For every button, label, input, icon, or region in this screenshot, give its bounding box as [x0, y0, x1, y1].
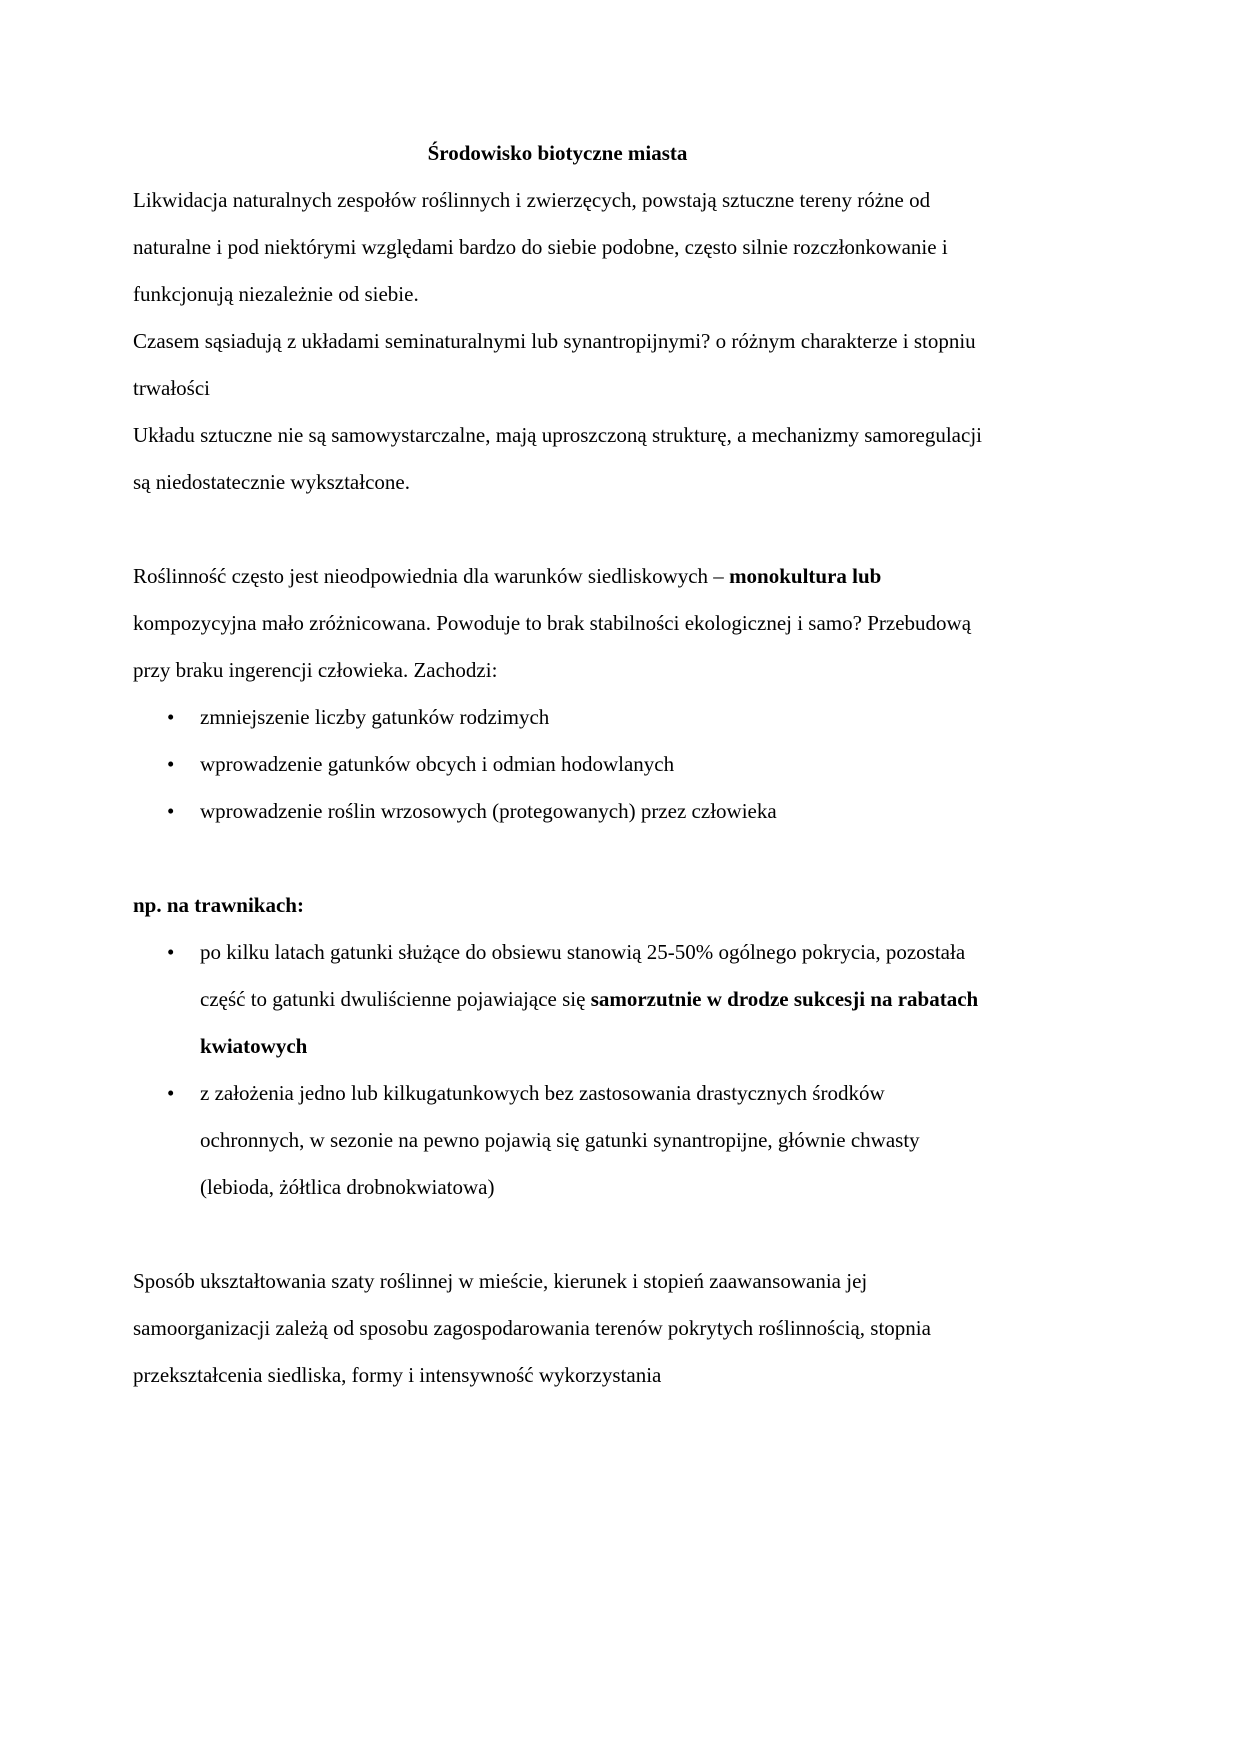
- list-item: [133, 741, 982, 788]
- list-item: [133, 929, 982, 1070]
- blank-line: [133, 506, 982, 553]
- list-item-text: wprowadzenie roślin wrzosowych (protegowanych) przez człowieka: [200, 799, 777, 823]
- bullet-icon: •: [167, 705, 175, 729]
- paragraph-3: Układu sztuczne nie są samowystarczalne, mają uproszczoną strukturę, a mechanizmy samoregulacji są niedostatecznie wykształcone.: [133, 423, 982, 494]
- paragraph-1: Likwidacja naturalnych zespołów roślinnych i zwierzęcych, powstają sztuczne tereny różne od naturalne i pod niektórymi względami bardzo do siebie podobne, często silnie rozczłonkowanie i funkcjonują niezależnie od siebie.: [133, 188, 948, 306]
- list-item-text: po kilku latach gatunki służące do obsiewu stanowią 25-50% ogólnego pokrycia, pozostała część to gatunki dwuliścienne pojawiające się: [200, 940, 966, 1011]
- blank-line: [133, 1211, 982, 1258]
- paragraph-4: [133, 553, 982, 694]
- document-title: Środowisko biotyczne miasta: [427, 141, 688, 165]
- list-item-text: z założenia jedno lub kilkugatunkowych bez zastosowania drastycznych środków ochronnych, w sezonie na pewno pojawią się gatunki synantropijne, głównie chwasty (lebioda, żółtlica drobnokwiatowa): [200, 1081, 920, 1199]
- text-run: kompozycyjna mało zróżnicowana. Powoduje to brak stabilności ekologicznej i samo? Przebudową przy braku ingerencji człowieka. Zachodzi:: [133, 611, 972, 682]
- bullet-list-1: [133, 694, 982, 835]
- bullet-icon: •: [167, 940, 175, 964]
- bullet-icon: •: [167, 752, 175, 776]
- list-item-text: zmniejszenie liczby gatunków rodzimych: [200, 705, 550, 729]
- text-run-bold: monokultura lub: [729, 564, 882, 588]
- paragraph-5: Sposób ukształtowania szaty roślinnej w mieście, kierunek i stopień zaawansowania jej samoorganizacji zależą od sposobu zagospodarowania terenów pokrytych roślinnością, stopnia przekształcenia siedliska, formy i intensywność wykorzystania: [133, 1269, 931, 1387]
- list-item-text: wprowadzenie gatunków obcych i odmian hodowlanych: [200, 752, 675, 776]
- text-run: Roślinność często jest nieodpowiednia dla warunków siedliskowych –: [133, 564, 730, 588]
- bullet-list-2: [133, 929, 982, 1211]
- list-item: [133, 694, 982, 741]
- bullet-icon: •: [167, 799, 175, 823]
- bullet-icon: •: [167, 1081, 175, 1105]
- subheading: np. na trawnikach:: [133, 893, 304, 917]
- blank-line: [133, 835, 982, 882]
- list-item: [133, 1070, 982, 1211]
- list-item: [133, 788, 982, 835]
- list-item-text-bold: samorzutnie w drodze sukcesji na rabatach kwiatowych: [200, 987, 979, 1058]
- paragraph-2: Czasem sąsiadują z układami seminaturalnymi lub synantropijnymi? o różnym charakterze i stopniu trwałości: [133, 329, 976, 400]
